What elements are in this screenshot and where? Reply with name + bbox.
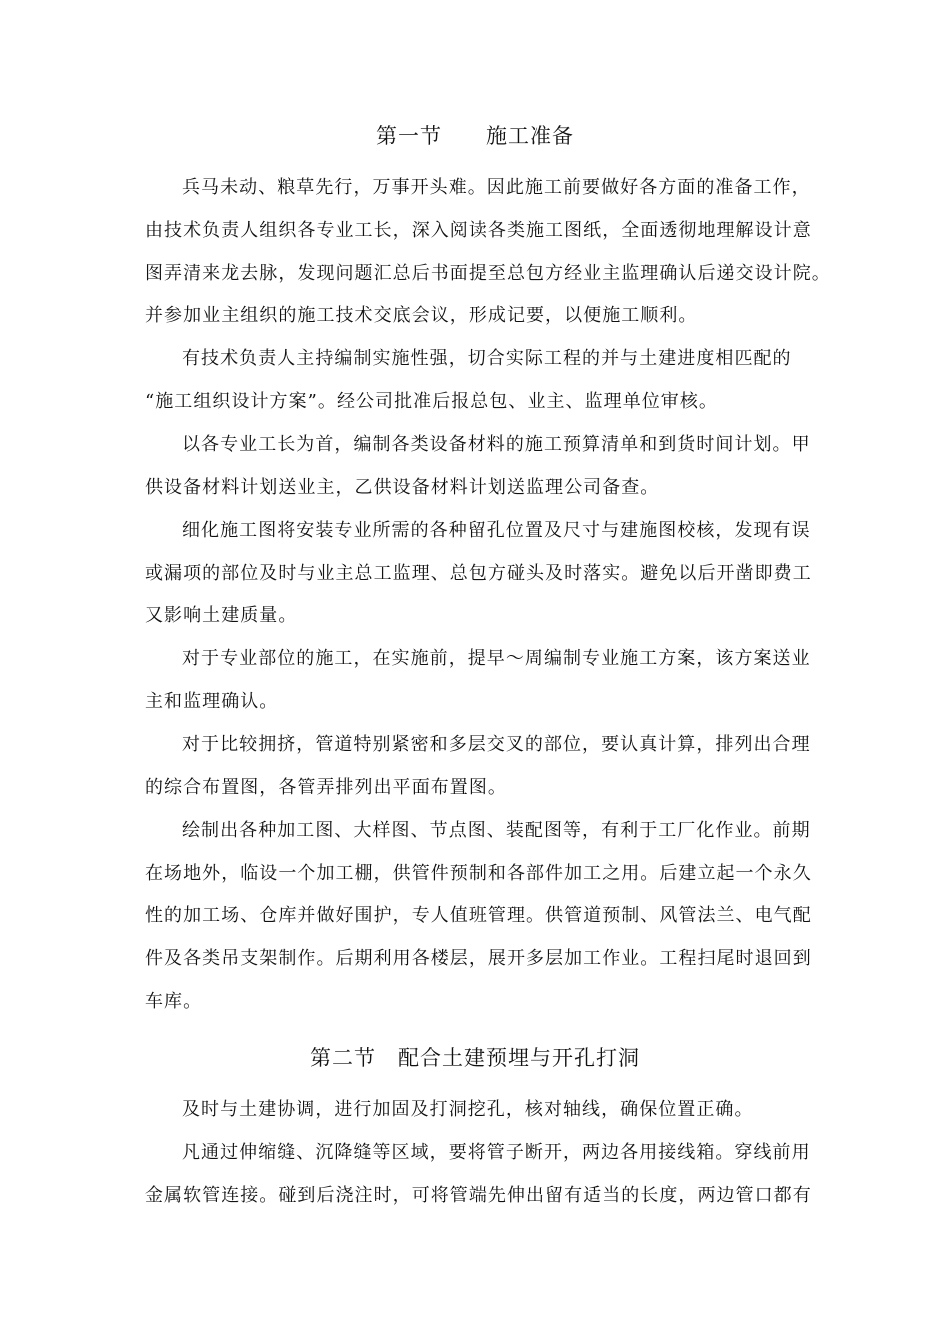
section-1-line: “施工组织设计方案”。经公司批准后报总包、业主、监理单位审核。: [145, 391, 718, 412]
section-1-line: 有技术负责人主持编制实施性强，切合实际工程的并与土建进度相匹配的: [182, 348, 792, 369]
section-1-line: 以各专业工长为首，编制各类设备材料的施工预算清单和到货时间计划。甲: [182, 434, 811, 455]
section-1-line: 件及各类吊支架制作。后期利用各楼层，展开多层加工作业。工程扫尾时退回到: [145, 948, 812, 969]
section-1-line: 的综合布置图，各管弄排列出平面布置图。: [145, 777, 507, 798]
section-1-line: 主和监理确认。: [145, 691, 279, 712]
section-1-line: 细化施工图将安装专业所需的各种留孔位置及尺寸与建施图校核，发现有误: [182, 520, 811, 541]
section-2-line: 凡通过伸缩缝、沉降缝等区域，要将管子断开，两边各用接线箱。穿线前用: [182, 1142, 811, 1163]
section-1-line: 在场地外，临设一个加工棚，供管件预制和各部件加工之用。后建立起一个永久: [145, 863, 812, 884]
section-2-heading: 第二节 配合土建预埋与开孔打洞: [310, 1046, 640, 1070]
section-1-line: 图弄清来龙去脉，发现问题汇总后书面提至总包方经业主监理确认后递交设计院。: [145, 263, 831, 284]
section-1-line: 对于专业部位的施工，在实施前，提早～周编制专业施工方案，该方案送业: [182, 648, 811, 669]
section-1-line: 由技术负责人组织各专业工长，深入阅读各类施工图纸，全面透彻地理解设计意: [145, 220, 812, 241]
section-1-line: 并参加业主组织的施工技术交底会议，形成记要，以便施工顺利。: [145, 305, 698, 326]
section-1-line: 又影响土建质量。: [145, 605, 298, 626]
section-1-line: 供设备材料计划送业主，乙供设备材料计划送监理公司备查。: [145, 477, 660, 498]
section-1-line: 对于比较拥挤，管道特别紧密和多层交叉的部位，要认真计算，排列出合理: [182, 734, 811, 755]
section-1-line: 绘制出各种加工图、大样图、节点图、装配图等，有利于工厂化作业。前期: [182, 820, 811, 841]
section-1-heading: 第一节 施工准备: [376, 124, 574, 148]
section-1-line: 性的加工场、仓库并做好围护，专人值班管理。供管道预制、风管法兰、电气配: [145, 905, 812, 926]
section-1-line: 车库。: [145, 991, 203, 1012]
section-2-line: 金属软管连接。碰到后浇注时，可将管端先伸出留有适当的长度，两边管口都有: [145, 1185, 812, 1206]
section-1-line: 兵马未动、粮草先行，万事开头难。因此施工前要做好各方面的准备工作，: [182, 177, 811, 198]
section-1-line: 或漏项的部位及时与业主总工监理、总包方碰头及时落实。避免以后开凿即费工: [145, 563, 812, 584]
section-2-line: 及时与土建协调，进行加固及打洞挖孔，核对轴线，确保位置正确。: [182, 1099, 754, 1120]
